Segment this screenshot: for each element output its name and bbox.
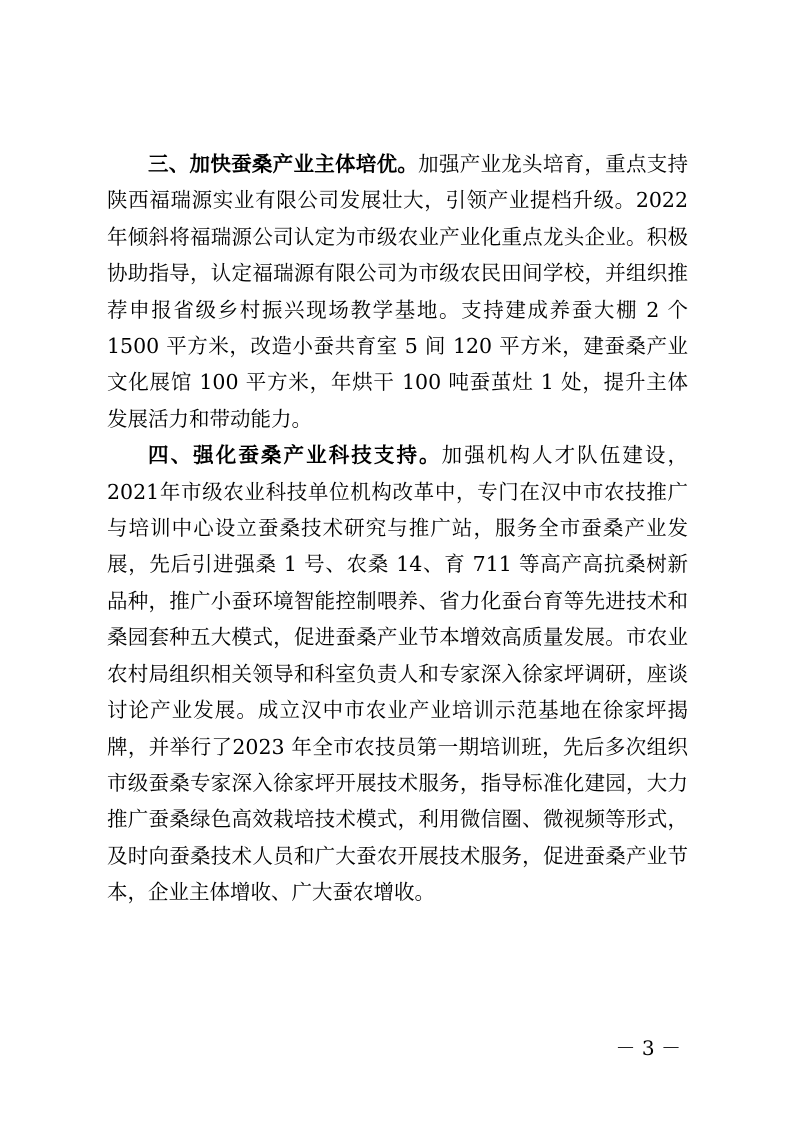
document-body <box>107 146 688 911</box>
paragraph-text: 加强机构人才队伍建设，2021年市级农业科技单位机构改革中，专门在汉中市农技推广与培训中心设立蚕桑技术研究与推广站，服务全市蚕桑产业发展，先后引进强桑 1 号、农桑 14、育 711 等高产高抗桑树新品种，推广小蚕环境智能控制喂养、省力化蚕台育等先进技术和桑园套种五大模式，促进蚕桑产业节本增效高质量发展。市农业农村局组织相关领导和科室负责人和专家深入徐家坪调研，座谈讨论产业发展。成立汉中市农业产业培训示范基地在徐家坪揭牌，并举行了2023 年全市农技员第一期培训班，先后多次组织市级蚕桑专家深入徐家坪开展技术服务，指导标准化建园，大力推广蚕桑绿色高效栽培技术模式，利用微信圈、微视频等形式，及时向蚕桑技术人员和广大蚕农开展技术服务，促进蚕桑产业节本，企业主体增收、广大蚕农增收。 <box>107 443 689 905</box>
paragraph-text: 加强产业龙头培育，重点支持陕西福瑞源实业有限公司发展壮大，引领产业提档升级。2022年倾斜将福瑞源公司认定为市级农业产业化重点龙头企业。积极协助指导，认定福瑞源有限公司为市级农民田间学校，并组织推荐申报省级乡村振兴现场教学基地。支持建成养蚕大棚 2 个 1500 平方米，改造小蚕共育室 5 间 120 平方米，建蚕桑产业文化展馆 100 平方米，年烘干 100 吨蚕茧灶 1 处，提升主体发展活力和带动能力。 <box>107 152 688 431</box>
paragraph-silkworm-tech <box>107 437 688 910</box>
paragraph-heading: 三、加快蚕桑产业主体培优。 <box>148 152 419 176</box>
paragraph-silkworm-entity <box>107 146 688 437</box>
page-number: － 3 － <box>615 1036 681 1060</box>
paragraph-heading: 四、强化蚕桑产业科技支持。 <box>148 443 442 468</box>
